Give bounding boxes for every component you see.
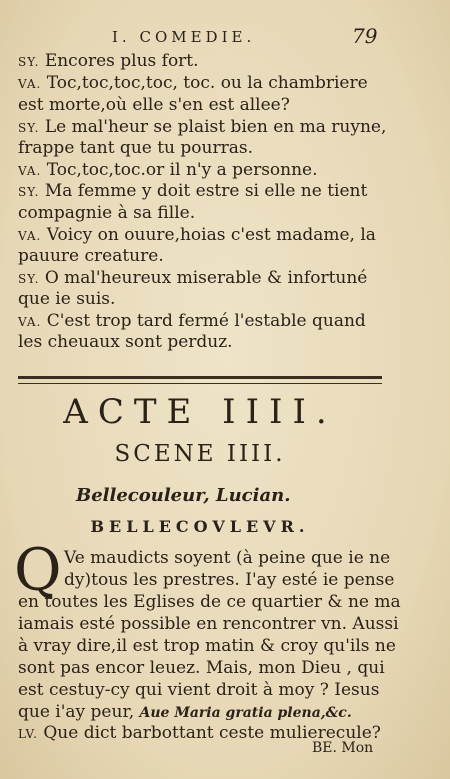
speaker: SY. — [18, 55, 40, 69]
dialogue-line — [18, 116, 390, 139]
dialogue-line — [18, 224, 390, 247]
latin-phrase: Aue Maria gratia plena,&c. — [139, 705, 352, 721]
line-text: que ie suis. — [18, 289, 116, 309]
line-text: Que dict barbottant ceste mulierecule? — [43, 723, 381, 743]
passage-line: à vray dire,il est trop matin & croy qu'ils ne — [18, 636, 396, 656]
passage-line: iamais esté possible en rencontrer vn. Aussi — [18, 614, 399, 634]
line-text: frappe tant que tu pourras. — [18, 138, 253, 158]
line-text: Voicy on ouure,hoias c'est madame, la — [46, 225, 376, 245]
dialogue-line — [18, 288, 390, 310]
passage-line — [18, 701, 390, 724]
speaker: VA. — [18, 77, 42, 91]
dialogue-line — [18, 72, 390, 95]
speaker: VA. — [18, 315, 42, 329]
line-text: compagnie à sa fille. — [18, 203, 196, 223]
dialogue-line — [18, 310, 390, 333]
catchword: BE. Mon — [312, 740, 374, 756]
drop-cap: Q — [14, 536, 62, 604]
speaker: SY. — [18, 121, 40, 135]
speaker: SY. — [18, 272, 40, 286]
line-text: Le mal'heur se plaist bien en ma ruyne, — [44, 117, 387, 137]
dialogue-line — [18, 137, 390, 159]
dialogue-line — [18, 202, 390, 224]
page-header — [0, 24, 450, 50]
line-text: C'est trop tard fermé l'estable quand — [46, 311, 366, 331]
passage-line: dy)tous les prestres. I'ay esté ie pense — [64, 570, 395, 590]
running-title: I. COMEDIE. — [112, 28, 256, 46]
speaker: VA. — [18, 164, 42, 178]
passage-line: est cestuy-cy qui vient droit à moy ? Iesus — [18, 680, 380, 700]
ornamental-rule — [18, 376, 382, 384]
dialogue-line — [18, 180, 390, 203]
speaker: VA. — [18, 229, 42, 243]
line-text: est morte,où elle s'en est allee? — [18, 95, 290, 115]
dialogue-line — [18, 50, 390, 73]
speaker: SY. — [18, 185, 40, 199]
dialogue-line — [18, 267, 390, 290]
dialogue-line — [18, 94, 390, 116]
dialogue-line — [18, 331, 390, 353]
dialogue-line — [18, 245, 390, 267]
line-text: Encores plus fort. — [44, 51, 199, 71]
passage-line: en toutes les Eglises de ce quartier & ne ma — [18, 592, 401, 612]
passage-line: Ve maudicts soyent (à peine que ie ne — [64, 548, 391, 568]
line-text: Toc,toc,toc,toc, toc. ou la chambriere — [46, 73, 368, 93]
line-text: que i'ay peur, — [18, 702, 135, 722]
line-text: les cheuaux sont perduz. — [18, 332, 233, 352]
page-number: 79 — [352, 24, 378, 48]
act-title: ACTE IIII. — [63, 392, 337, 432]
dialogue-line — [18, 159, 390, 182]
line-text: Ma femme y doit estre si elle ne tient — [44, 181, 368, 201]
speaker-heading: BELLECOVLEVR. — [90, 517, 310, 536]
scene-title: SCENE IIII. — [114, 441, 286, 467]
line-text: pauure creature. — [18, 246, 164, 266]
speaker: LV. — [18, 727, 38, 741]
line-text: O mal'heureux miserable & infortuné — [44, 268, 368, 288]
cast-list: Bellecouleur, Lucian. — [76, 485, 291, 506]
line-text: Toc,toc,toc.or il n'y a personne. — [46, 160, 318, 180]
passage-line: sont pas encor leuez. Mais, mon Dieu , qui — [18, 658, 385, 678]
